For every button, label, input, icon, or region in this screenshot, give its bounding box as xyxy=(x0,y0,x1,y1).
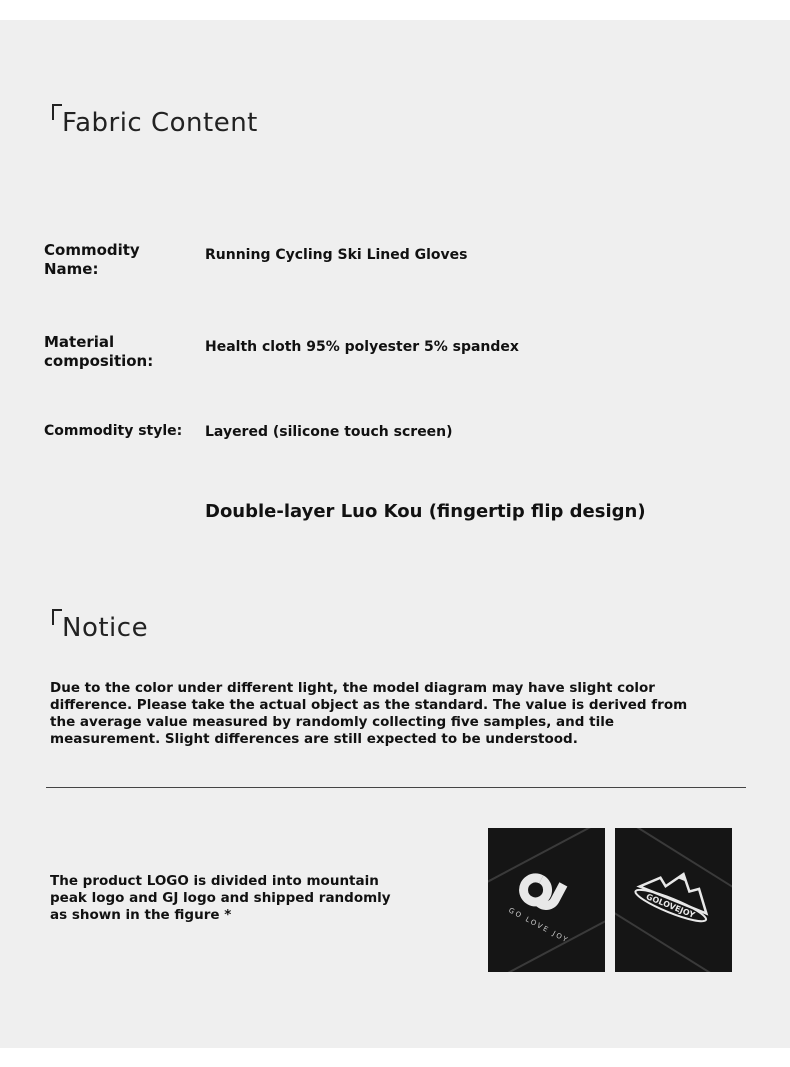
material-composition-value: Health cloth 95% polyester 5% spandex xyxy=(205,339,519,355)
commodity-style-value: Layered (silicone touch screen) xyxy=(205,424,453,440)
fabric-title-text: Fabric Content xyxy=(62,108,258,138)
notice-section-title xyxy=(62,613,148,643)
fabric-section-title xyxy=(62,108,258,138)
section-divider xyxy=(46,787,746,788)
notice-text: Due to the color under different light, the model diagram may have slight color difference. Please take the actual object as the standard. The value is derived from the average value measured by randomly collecting five samples, and tile measurement. Slight differences are still expected to be understood. xyxy=(50,680,688,747)
commodity-style-extra-value: Double-layer Luo Kou (fingertip flip design) xyxy=(205,501,646,522)
commodity-name-label: Commodity Name: xyxy=(44,241,140,278)
gj-logo-icon xyxy=(488,828,605,972)
mountain-logo-photo xyxy=(615,828,732,972)
notice-title-text: Notice xyxy=(62,613,149,643)
mountain-logo-label: GOLOVEJOY xyxy=(644,892,697,920)
commodity-name-value: Running Cycling Ski Lined Gloves xyxy=(205,247,468,263)
commodity-style-label: Commodity style: xyxy=(44,423,183,439)
title-corner-mark xyxy=(52,609,62,625)
logo-note-text: The product LOGO is divided into mountain peak logo and GJ logo and shipped randomly as shown in the figure * xyxy=(50,873,391,923)
gj-logo-label: GO LOVE JOY xyxy=(507,906,571,945)
mountain-logo-icon xyxy=(615,828,732,972)
material-composition-label: Material composition: xyxy=(44,333,154,370)
gj-logo-photo xyxy=(488,828,605,972)
title-corner-mark xyxy=(52,104,62,120)
